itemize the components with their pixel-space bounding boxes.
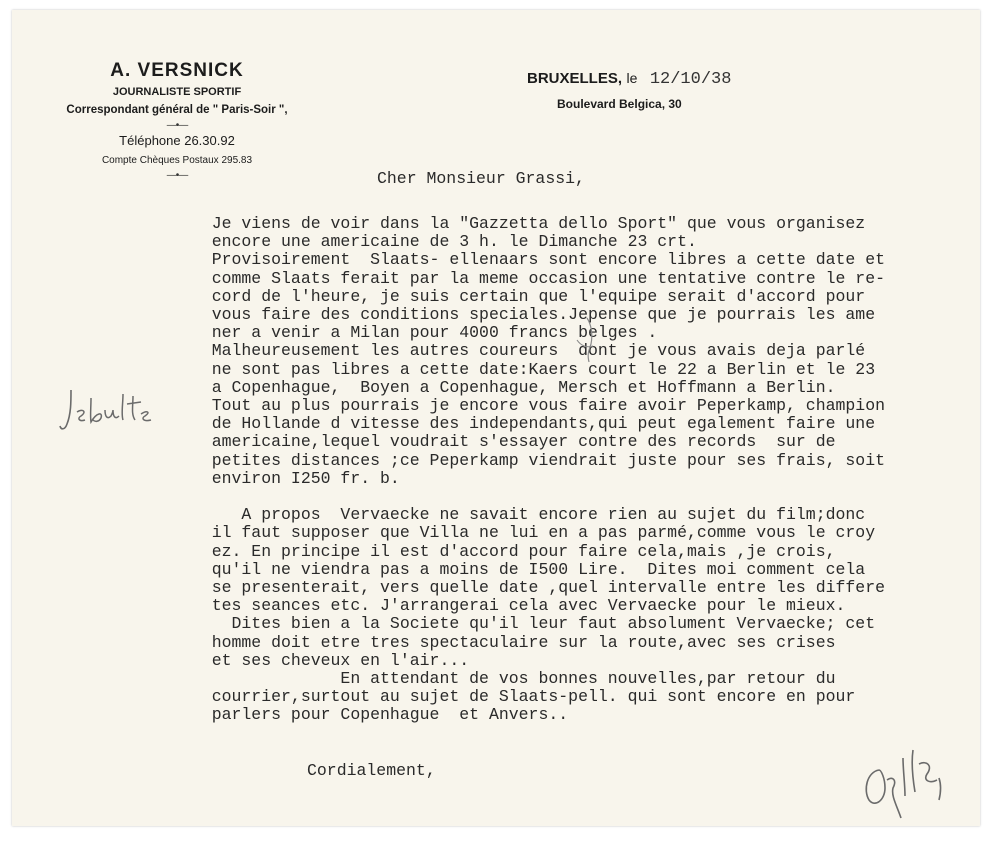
letter-line: a Copenhague, Boyen a Copenhague, Mersch et Hoffmann a Berlin. <box>182 377 836 397</box>
letter-line: En attendant de vos bonnes nouvelles,par retour du <box>182 669 836 689</box>
sender-telephone: Téléphone 26.30.92 <box>119 133 235 148</box>
letter-line: tes seances etc. J'arrangerai cela avec Vervaecke pour le mieux. <box>182 596 846 616</box>
letter-line: americaine,lequel voudrait s'essayer contre des records sur de <box>182 432 836 452</box>
letter-date: 12/10/38 <box>649 70 732 89</box>
letter-line: A propos Vervaecke ne savait encore rien au sujet du film;donc <box>182 505 866 525</box>
letter-line: vous faire des conditions speciales.Jepense que je pourrais les ame <box>182 305 876 325</box>
letter-city: BRUXELLES, <box>527 70 623 87</box>
letter-line: il faut supposer que Villa ne lui en a pas parmé,comme vous le croy <box>182 523 876 543</box>
letterhead-divider-bottom: —•— <box>166 170 188 181</box>
letter-line: se presenterait, vers quelle date ,quel intervalle entre les differe <box>182 578 886 598</box>
letter-line: et ses cheveux en l'air... <box>182 650 470 670</box>
letter-line: parlers pour Copenhague et Anvers.. <box>182 705 569 725</box>
letterhead-sender <box>52 60 302 183</box>
date-prefix: le <box>626 70 638 86</box>
sender-postal-account: Compte Chèques Postaux 295.83 <box>101 155 253 166</box>
letter-line: ez. En principe il est d'accord pour faire cela,mais ,je crois, <box>182 541 836 561</box>
sender-name: A. VERSNICK <box>110 60 244 81</box>
letter-line: ne sont pas libres a cette date:Kaers court le 22 a Berlin et le 23 <box>182 359 876 379</box>
letter-line: homme doit etre tres spectaculaire sur la route,avec ses crises <box>182 632 836 652</box>
letter-body <box>182 215 885 725</box>
letter-line: ner a venir a Milan pour 4000 francs belges . <box>182 323 658 343</box>
letter-line: environ I250 fr. b. <box>182 468 400 488</box>
handwritten-signature <box>857 740 967 830</box>
pencil-scribble-mark <box>547 310 607 380</box>
letter-line: cord de l'heure, je suis certain que l'equipe serait d'accord pour <box>182 286 866 306</box>
letter-line: Je viens de voir dans la "Gazzetta dello Sport" que vous organisez <box>182 214 866 233</box>
letter-line: qu'il ne viendra pas a moins de I500 Lire. Dites moi comment cela <box>182 559 866 579</box>
letter-line <box>182 488 885 506</box>
letter-line: Malheureusement les autres coureurs dont je vous avais deja parlé <box>182 341 866 361</box>
salutation: Cher Monsieur Grassi, <box>377 169 585 188</box>
letter-line: Provisoirement Slaats- ellenaars sont encore libres a cette date et <box>182 250 886 270</box>
letter-line: petites distances ;ce Peperkamp viendrait juste pour ses frais, soit <box>182 450 886 470</box>
letter-line: comme Slaats ferait par la meme occasion une tentative contre le re- <box>182 268 886 288</box>
letter-line: encore une americaine de 3 h. le Dimanche 23 crt. <box>182 232 697 252</box>
letter-sheet <box>12 10 980 826</box>
letterhead-place-date <box>527 70 787 111</box>
letter-line: Dites bien a la Societe qu'il leur faut absolument Vervaecke; cet <box>182 614 876 634</box>
sender-address: Boulevard Belgica, 30 <box>557 97 682 111</box>
letter-line: courrier,surtout au sujet de Slaats-pell. qui sont encore en pour <box>182 687 856 707</box>
sender-correspondent: Correspondant général de " Paris-Soir ", <box>66 104 288 116</box>
sender-role: JOURNALISTE SPORTIF <box>112 86 242 98</box>
letter-line: Tout au plus pourrais je encore vous faire avoir Peperkamp, champion <box>182 396 886 416</box>
handwritten-margin-note <box>57 382 177 442</box>
letter-line: de Hollande d vitesse des independants,qui peut egalement faire une <box>182 414 876 434</box>
letterhead-divider: —•— <box>166 120 188 131</box>
closing: Cordialement, <box>307 761 436 780</box>
